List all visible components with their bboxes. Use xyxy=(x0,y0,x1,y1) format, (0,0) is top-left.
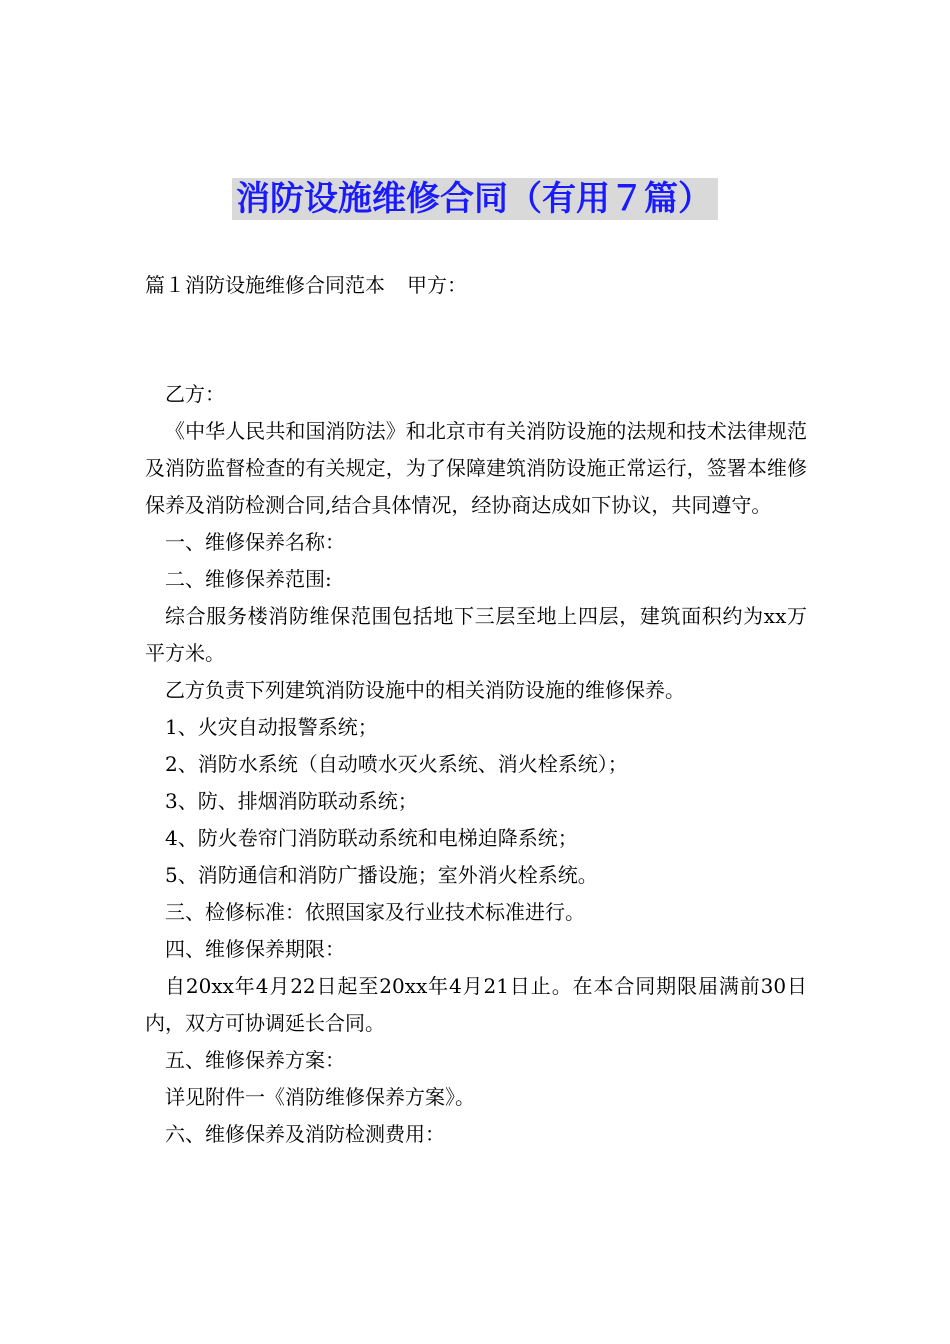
paragraph: 乙方： xyxy=(165,382,225,406)
paragraph: 《中华人民共和国消防法》和北京市有关消防设施的法规和技术法律规范及消防监督检查的有关规定，为了保障建筑消防设施正常运行，签署本维修保养及消防检测合同,结合具体情况，经协商达成如下协议，共同遵守。 xyxy=(145,419,807,517)
paragraph: 自20xx年4月22日起至20xx年4月21日止。在本合同期限届满前30日内，双方可协调延长合同。 xyxy=(145,974,807,1035)
intro-block xyxy=(145,267,807,304)
paragraph: 五、维修保养方案： xyxy=(165,1048,345,1072)
document-title: 消防设施维修合同（有用７篇） xyxy=(232,178,718,220)
paragraph: 综合服务楼消防维保范围包括地下三层至地上四层，建筑面积约为xx万平方米。 xyxy=(145,604,807,665)
section-heading: 篇１消防设施维修合同范本 xyxy=(145,273,385,297)
contract-body xyxy=(145,376,807,1153)
list-item: 2、消防水系统（自动喷水灭火系统、消火栓系统）； xyxy=(165,752,628,776)
paragraph: 二、维修保养范围: xyxy=(165,567,332,591)
title-block xyxy=(0,178,950,220)
list-item: 5、消防通信和消防广播设施；室外消火栓系统。 xyxy=(165,863,598,887)
paragraph: 三、检修标准：依照国家及行业技术标准进行。 xyxy=(165,900,585,924)
paragraph: 详见附件一《消防维修保养方案》。 xyxy=(165,1085,475,1109)
list-item: 4、防火卷帘门消防联动系统和电梯迫降系统； xyxy=(165,826,578,850)
paragraph: 四、维修保养期限： xyxy=(165,937,345,961)
paragraph: 六、维修保养及消防检测费用： xyxy=(165,1122,445,1146)
list-item: 1、火灾自动报警系统； xyxy=(165,715,378,739)
intro-line xyxy=(145,267,807,304)
list-item: 3、防、排烟消防联动系统； xyxy=(165,789,418,813)
paragraph: 一、维修保养名称： xyxy=(165,530,345,554)
party-a-label: 甲方： xyxy=(407,273,467,297)
paragraph: 乙方负责下列建筑消防设施中的相关消防设施的维修保养。 xyxy=(165,678,685,702)
